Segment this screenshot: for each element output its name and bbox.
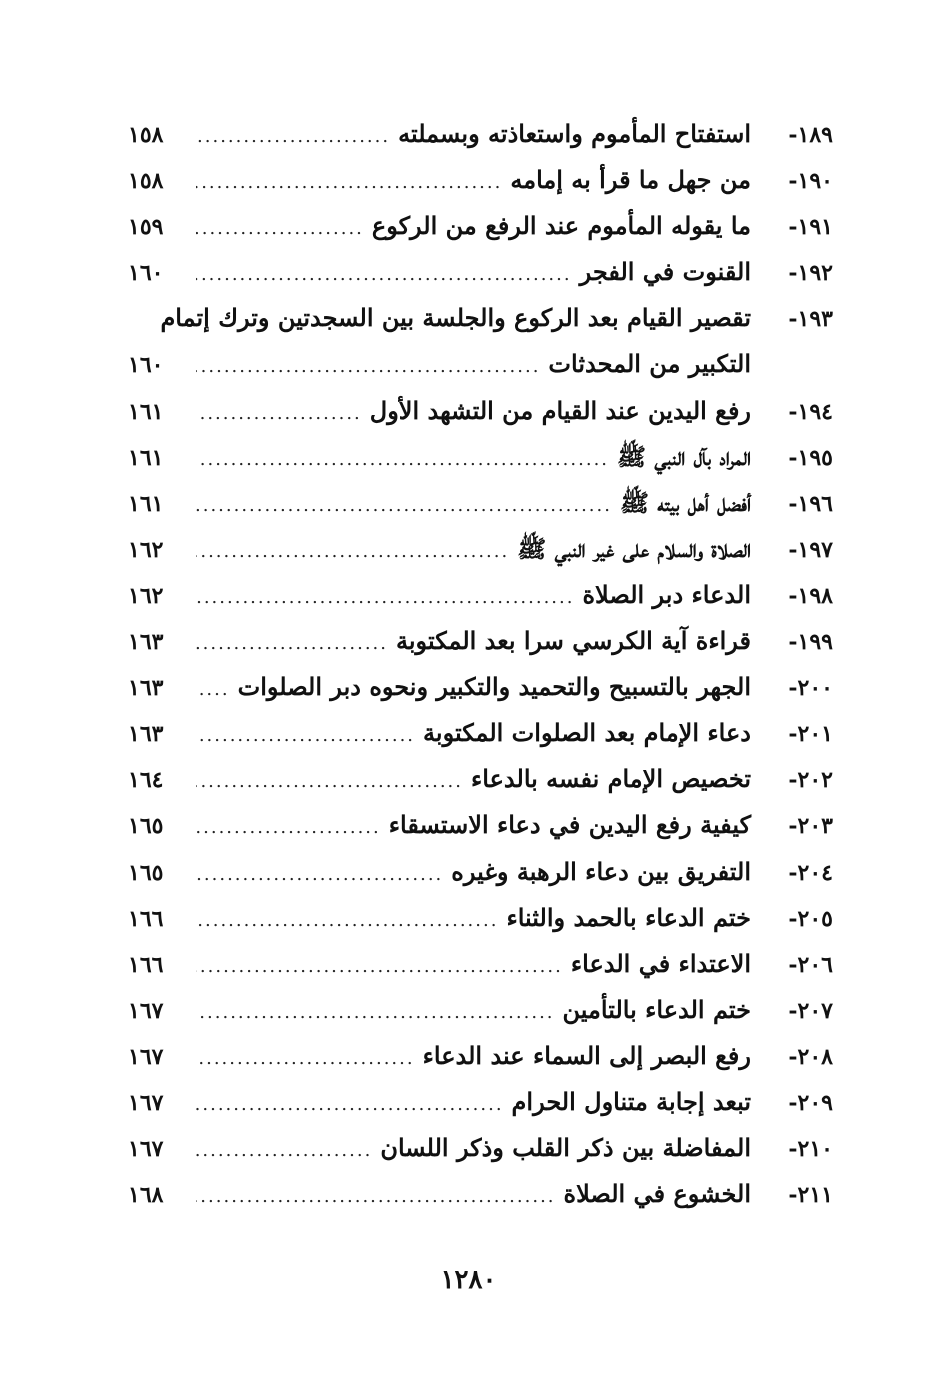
- entry-page: ١٦٣: [128, 721, 164, 748]
- leader-dots: [196, 160, 502, 206]
- leader-dots: [196, 621, 388, 667]
- toc-entry: [128, 710, 833, 756]
- leader-dots: [196, 529, 509, 575]
- toc-entry: [128, 249, 833, 295]
- entry-title-continuation: التكبير من المحدثات: [548, 349, 751, 379]
- entry-title: المفاضلة بين ذكر القلب وذكر اللسان: [380, 1133, 751, 1163]
- leader-dots: [196, 114, 390, 160]
- leader-dots: [196, 1128, 372, 1174]
- entry-page: ١٦٦: [128, 905, 164, 932]
- entry-page: ١٦٧: [128, 997, 164, 1024]
- entry-title: الجهر بالتسبيح والتحميد والتكبير ونحوه دبر الصلوات: [237, 672, 751, 702]
- toc-entry: [128, 157, 833, 203]
- entry-number: ١٩٢-: [788, 260, 833, 287]
- entry-page: ١٦١: [128, 398, 164, 425]
- entry-number: ٢٠٥-: [788, 905, 833, 932]
- entry-number: ١٩٨-: [788, 582, 833, 609]
- entry-page: ١٦٤: [128, 767, 164, 794]
- toc-entry-continuation: [128, 341, 833, 387]
- leader-dots: [196, 483, 612, 529]
- toc-entry: [128, 572, 833, 618]
- toc-entry: [128, 849, 833, 895]
- leader-dots: [196, 852, 443, 898]
- entry-number: ٢٠٨-: [788, 1043, 833, 1070]
- toc-entry: [128, 203, 833, 249]
- toc-entry: [128, 295, 833, 341]
- toc-entry: [128, 756, 833, 802]
- entry-page: ١٥٩: [128, 214, 164, 241]
- leader-dots: [196, 898, 498, 944]
- leader-dots: [196, 206, 364, 252]
- entry-page: ١٦٦: [128, 951, 164, 978]
- entry-number: ٢٠٣-: [788, 813, 833, 840]
- entry-page: ١٦٥: [128, 859, 164, 886]
- entry-title: دعاء الإمام بعد الصلوات المكتوبة: [423, 718, 751, 748]
- entry-title: تقصير القيام بعد الركوع والجلسة بين السجدتين وترك إتمام: [160, 303, 751, 333]
- entry-page: ١٦٠: [128, 352, 164, 379]
- toc-entry: [128, 1033, 833, 1079]
- toc-entry: [128, 526, 833, 572]
- leader-dots: [196, 344, 540, 390]
- entry-title: المراد بآل النبي ﷺ: [617, 441, 751, 471]
- entry-page: ١٦١: [128, 444, 164, 471]
- leader-dots: [196, 805, 381, 851]
- entry-title: كيفية رفع اليدين في دعاء الاستسقاء: [388, 810, 751, 840]
- toc-entry: [128, 480, 833, 526]
- toc-entry: [128, 434, 833, 480]
- entry-title: تبعد إجابة متناول الحرام: [511, 1086, 751, 1116]
- entry-title: رفع البصر إلى السماء عند الدعاء: [422, 1040, 751, 1070]
- entry-number: ٢٠٩-: [788, 1089, 833, 1116]
- entry-title: قراءة آية الكرسي سرا بعد المكتوبة: [396, 626, 751, 656]
- entry-title: ما يقوله المأموم عند الرفع من الركوع: [371, 211, 751, 241]
- entry-title: الدعاء دبر الصلاة: [582, 579, 751, 609]
- leader-dots: [196, 1036, 415, 1082]
- entry-page: ١٦٣: [128, 629, 164, 656]
- entry-title: القنوت في الفجر: [579, 257, 751, 287]
- leader-dots: [196, 1174, 556, 1220]
- toc-entry: [128, 1125, 833, 1171]
- entry-page: ١٦٣: [128, 675, 164, 702]
- entry-number: ١٩٩-: [788, 629, 833, 656]
- table-of-contents: [128, 111, 833, 1217]
- entry-page: ١٦٥: [128, 813, 164, 840]
- leader-dots: [196, 667, 230, 713]
- leader-dots: [196, 391, 362, 437]
- toc-entry: [128, 111, 833, 157]
- leader-dots: [196, 1082, 504, 1128]
- entry-number: ١٩٠-: [788, 168, 833, 195]
- entry-number: ١٩٤-: [788, 398, 833, 425]
- toc-entry: [128, 1171, 833, 1217]
- entry-title: من جهل ما قرأ به إمامه: [510, 165, 751, 195]
- entry-page: ١٥٨: [128, 122, 164, 148]
- leader-dots: [196, 575, 574, 621]
- entry-title: تخصيص الإمام نفسه بالدعاء: [471, 764, 751, 794]
- toc-entry: [128, 802, 833, 848]
- entry-number: ١٩١-: [788, 214, 833, 241]
- entry-title: الخشوع في الصلاة: [563, 1179, 751, 1209]
- entry-number: ١٩٦-: [788, 490, 833, 517]
- toc-entry: [128, 664, 833, 710]
- entry-title: التفريق بين دعاء الرهبة وغيره: [451, 856, 751, 886]
- toc-entry: [128, 618, 833, 664]
- entry-page: ١٦٢: [128, 536, 164, 563]
- entry-number: ٢٠٠-: [788, 675, 833, 702]
- page-number: ١٢٨٠: [440, 1265, 497, 1295]
- entry-page: ١٦٠: [128, 260, 164, 287]
- entry-title: استفتاح المأموم واستعاذته وبسملته: [398, 119, 751, 148]
- entry-page: ١٦٢: [128, 582, 164, 609]
- leader-dots: [196, 944, 563, 990]
- leader-dots: [196, 713, 415, 759]
- entry-page: ١٦٧: [128, 1136, 164, 1163]
- entry-number: ٢٠٧-: [788, 997, 833, 1024]
- entry-number: ٢٠١-: [788, 721, 833, 748]
- entry-page: ١٦٨: [128, 1182, 164, 1209]
- entry-number: ٢١١-: [788, 1182, 833, 1209]
- entry-number: ١٩٧-: [788, 536, 833, 563]
- toc-entry: [128, 941, 833, 987]
- entry-page: ١٦٧: [128, 1089, 164, 1116]
- entry-title: ختم الدعاء بالحمد والثناء: [506, 902, 751, 932]
- entry-title: ختم الدعاء بالتأمين: [562, 994, 751, 1024]
- toc-entry: [128, 987, 833, 1033]
- entry-number: ١٨٩-: [788, 122, 833, 148]
- toc-entry: [128, 895, 833, 941]
- entry-number: ١٩٣-: [788, 306, 833, 333]
- entry-number: ٢٠٦-: [788, 951, 833, 978]
- entry-page: ١٦٧: [128, 1043, 164, 1070]
- entry-number: ١٩٥-: [788, 444, 833, 471]
- leader-dots: [196, 759, 463, 805]
- leader-dots: [196, 990, 555, 1036]
- entry-title: أفضل أهل بيته ﷺ: [619, 487, 751, 517]
- toc-entry: [128, 1079, 833, 1125]
- entry-page: ١٦١: [128, 490, 164, 517]
- leader-dots: [196, 252, 572, 298]
- entry-page: ١٥٨: [128, 168, 164, 195]
- leader-dots: [196, 437, 609, 483]
- entry-number: ٢٠٢-: [788, 767, 833, 794]
- entry-title: رفع اليدين عند القيام من التشهد الأول: [369, 395, 751, 425]
- entry-number: ٢١٠-: [788, 1136, 833, 1163]
- toc-entry: [128, 388, 833, 434]
- entry-title: الصلاة والسلام على غير النبي ﷺ: [517, 533, 751, 563]
- entry-title: الاعتداء في الدعاء: [570, 948, 751, 978]
- entry-number: ٢٠٤-: [788, 859, 833, 886]
